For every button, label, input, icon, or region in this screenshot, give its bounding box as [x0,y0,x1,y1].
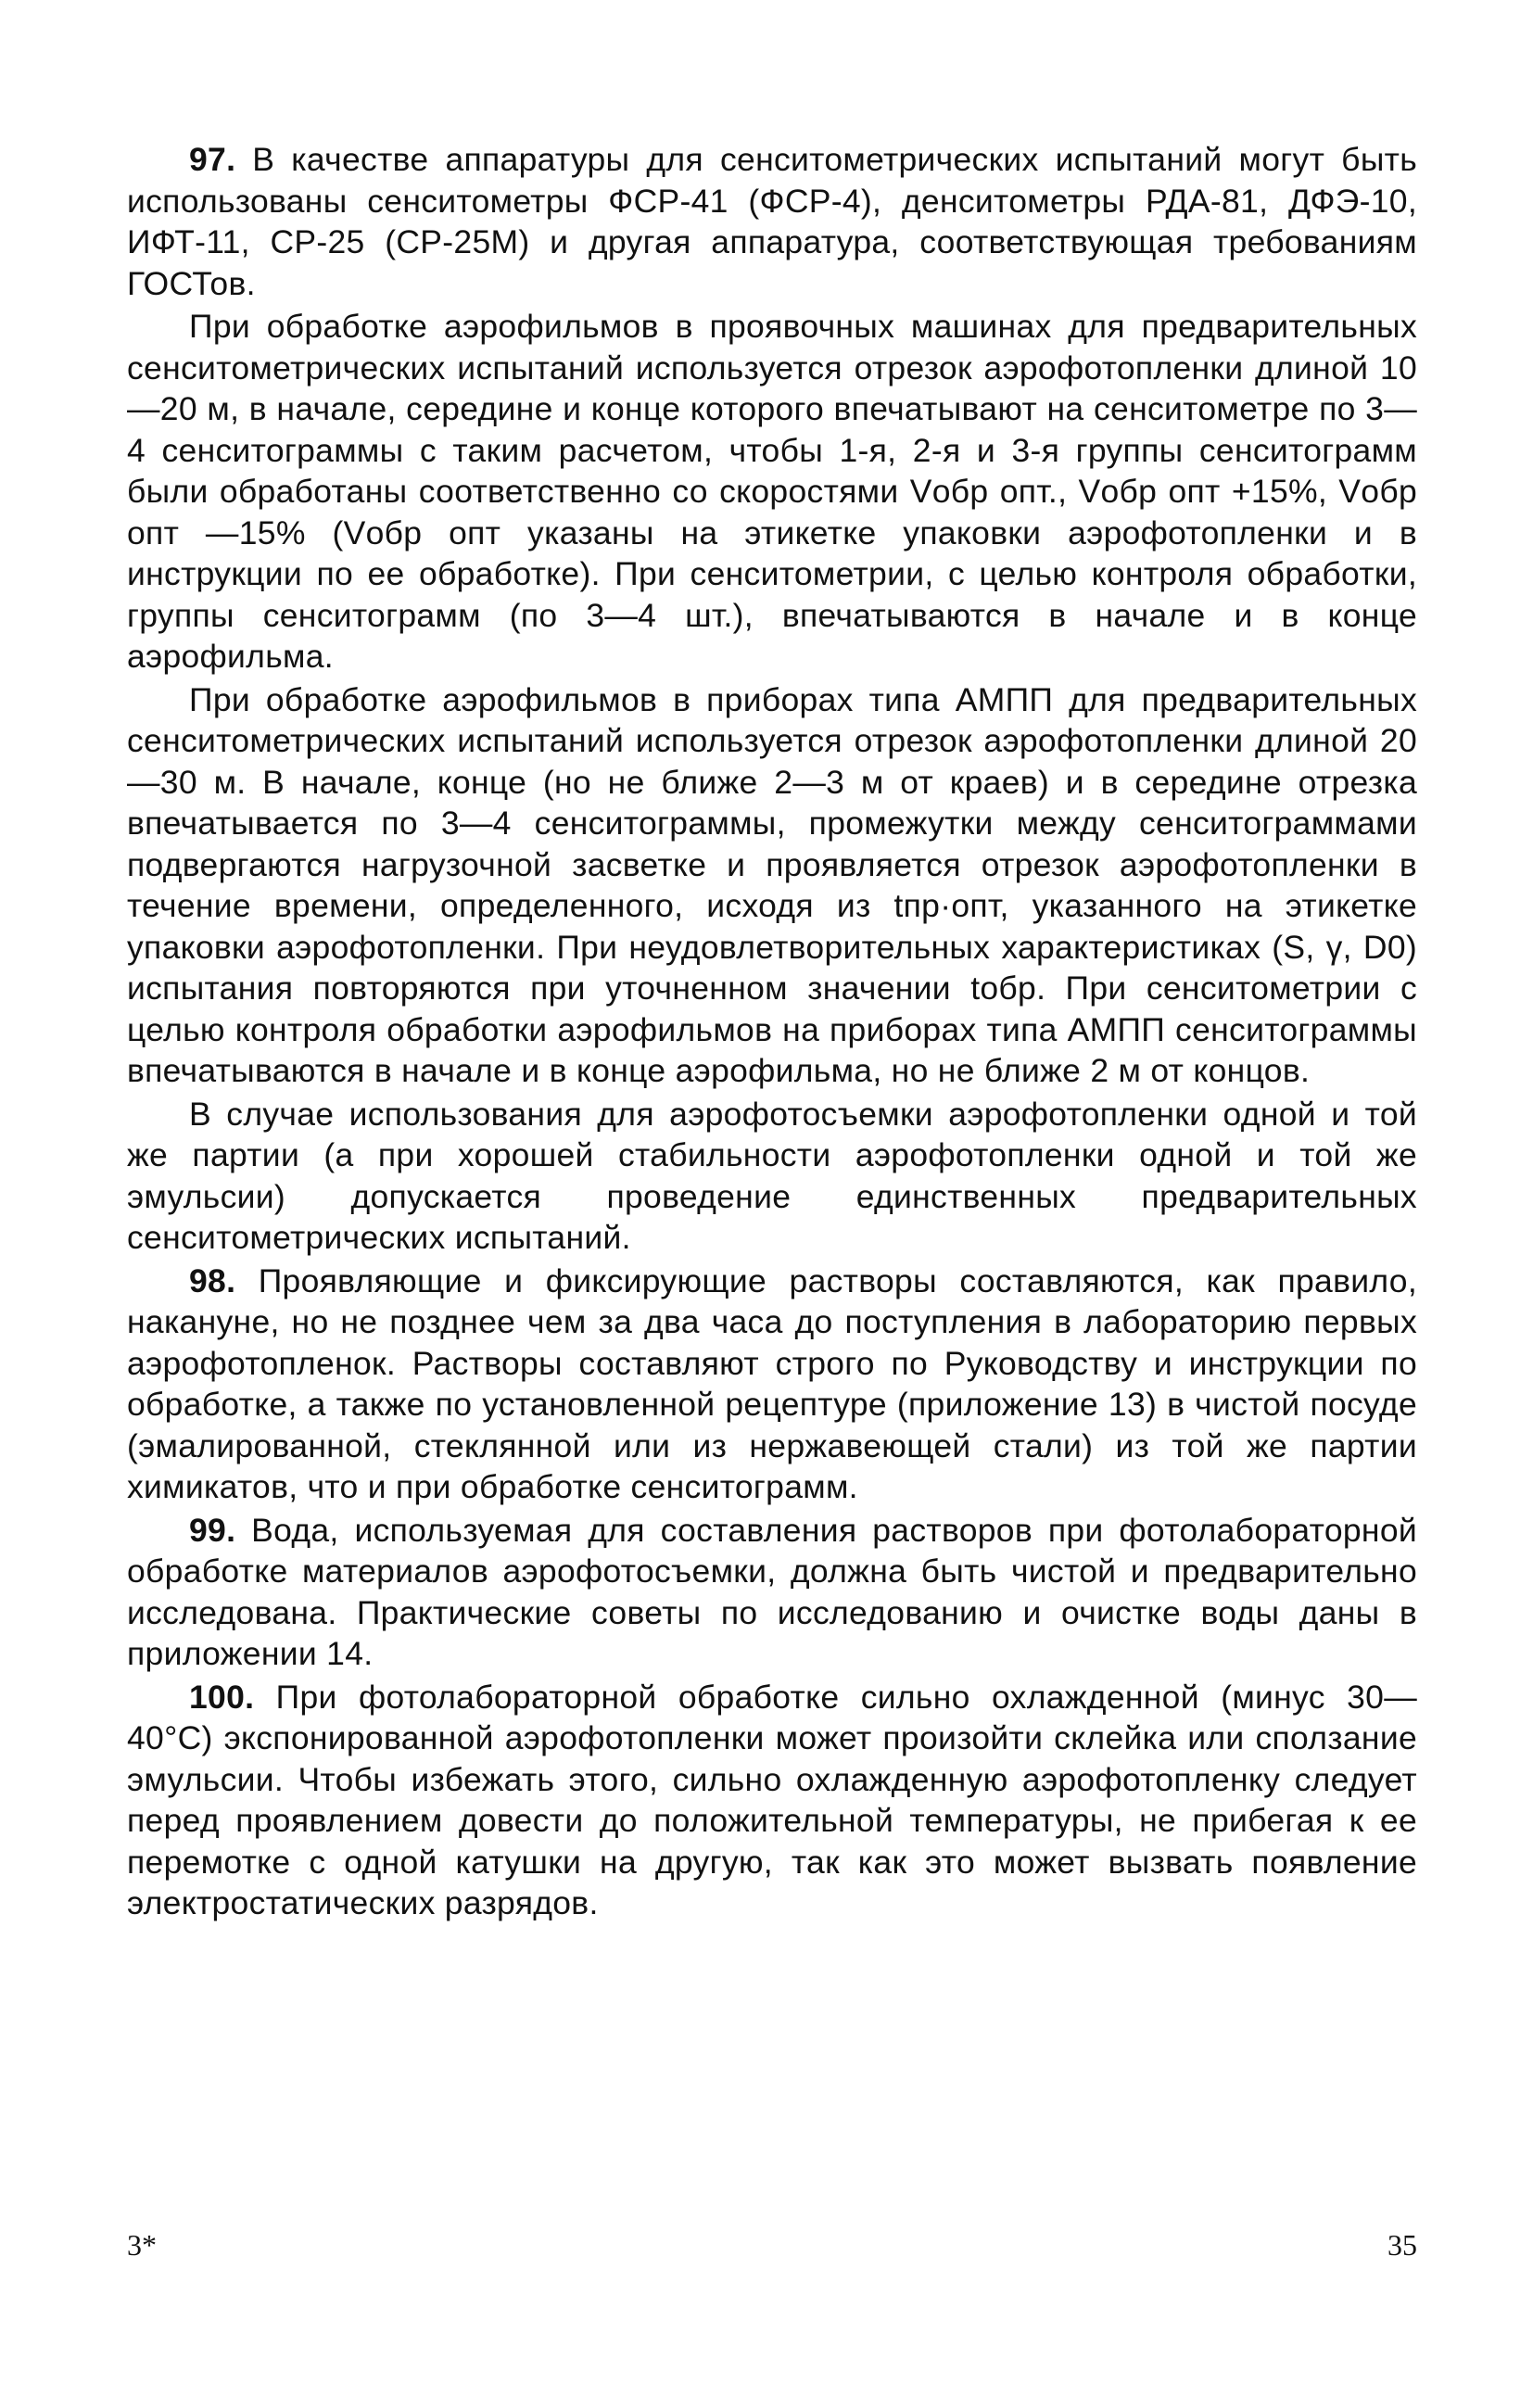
paragraph-processing-machines [127,306,1417,678]
paragraph-text: При фотолабораторной обработке сильно охлажденной (минус 30—40°С) экспонированной аэрофотопленки может произойти склейка или сползание эмульсии. Чтобы избежать этого, сильно охлажденную аэрофотопленку следует перед проявлением довести до положительной температуры, не прибегая к ее перемотке с одной катушки на другую, так как это может вызвать появление электростатических разрядов. [127,1678,1417,1921]
paragraph-number: 97. [189,141,236,178]
paragraph-99 [127,1510,1417,1675]
paragraph-98 [127,1261,1417,1508]
paragraph-same-batch [127,1094,1417,1259]
paragraph-number: 100. [189,1678,255,1716]
paragraph-text: Вода, используемая для составления растворов при фотолабораторной обработке материалов аэрофотосъемки, должна быть чистой и предварительно исследована. Практические советы по исследованию и очистке воды даны в приложении 14. [127,1511,1417,1672]
page-number: 35 [1387,2228,1417,2262]
paragraph-text: При обработке аэрофильмов в проявочных машинах для предварительных сенситометрических испытаний используется отрезок аэрофотопленки длиной 10—20 м, в начале, середине и конце которого впечатывают на сенситометре по 3—4 сенситограммы с таким расчетом, чтобы 1-я, 2-я и 3-я группы сенситограмм были обработаны соответственно со скоростями Vобр опт., Vобр опт +15%, Vобр опт —15% (Vобр опт указаны на этикетке упаковки аэрофотопленки и в инструкции по ее обработке). При сенситометрии, с целью контроля обработки, группы сенситограмм (по 3—4 шт.), впечатываются в начале и в конце аэрофильма. [127,308,1417,675]
page-body [127,139,1417,1926]
paragraph-100 [127,1677,1417,1924]
printer-signature: 3* [127,2228,157,2262]
paragraph-text: Проявляющие и фиксирующие растворы составляются, как правило, накануне, но не позднее чем за два часа до поступления в лабораторию первых аэрофотопленок. Растворы составляют строго по Руководству и инструкции по обработке, а также по установленной рецептуре (приложение 13) в чистой посуде (эмалированной, стеклянной или из нержавеющей стали) из той же партии химикатов, что и при обработке сенситограмм. [127,1261,1417,1505]
paragraph-ampp-devices [127,679,1417,1092]
paragraph-number: 99. [189,1511,236,1549]
paragraph-text: В случае использования для аэрофотосъемки аэрофотопленки одной и той же партии (а при хорошей стабильности аэрофотопленки одной и той же эмульсии) допускается проведение единственных предварительных сенситометрических испытаний. [127,1095,1417,1256]
paragraph-text: При обработке аэрофильмов в приборах типа АМПП для предварительных сенситометрических испытаний используется отрезок аэрофотопленки длиной 20—30 м. В начале, конце (но не ближе 2—3 м от краев) и в середине отрезка впечатывается по 3—4 сенситограммы, промежутки между сенситограммами подвергаются нагрузочной засветке и проявляется отрезок аэрофотопленки в течение времени, определенного, исходя из tпр·опт, указанного на этикетке упаковки аэрофотопленки. При неудовлетворительных характеристиках (S, γ, D0) испытания повторяются при уточненном значении tобр. При сенситометрии с целью контроля обработки аэрофильмов на приборах типа АМПП сенситограммы впечатываются в начале и в конце аэрофильма, но не ближе 2 м от концов. [127,680,1417,1089]
paragraph-text: В качестве аппаратуры для сенситометрических испытаний могут быть использованы сенситометры ФСР-41 (ФСР-4), денситометры РДА-81, ДФЭ-10, ИФТ-11, СР-25 (СР-25М) и другая аппаратура, соответствующая требованиям ГОСТов. [127,141,1417,302]
paragraph-number: 98. [189,1261,236,1299]
paragraph-97 [127,139,1417,304]
